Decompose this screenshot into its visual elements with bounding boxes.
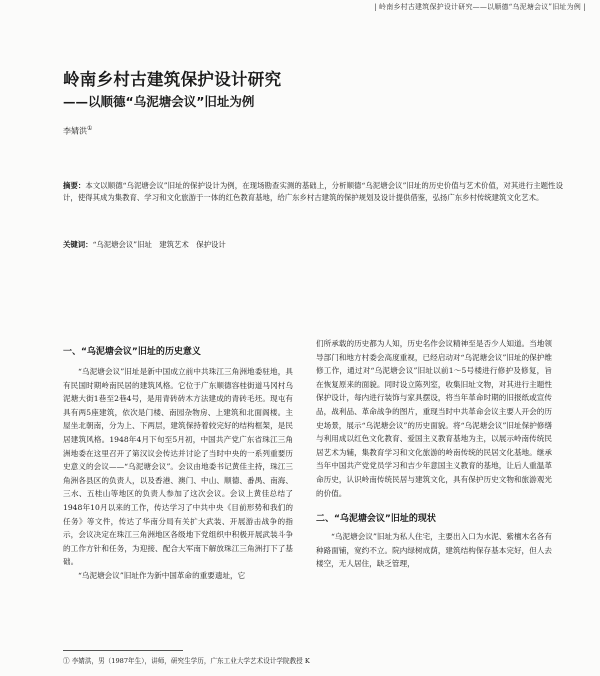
section-1-heading: 一、“乌泥塘会议”旧址的历史意义 [63,347,201,357]
paper-title: 岭南乡村古建筑保护设计研究 [63,70,282,89]
keywords-text: “乌泥塘会议”旧址 建筑艺术 保护设计 [92,240,226,249]
keywords [63,239,563,251]
paper-subtitle: ——以顺德“乌泥塘会议”旧址为例 [63,94,255,109]
right-column-continued-paragraph: 们所承载的历史都为人知，历史名作会议精神至是否少人知道。当地领导部门和地方村委会高度重视，已经启动对“乌泥塘会议”旧址的保护维修工作，通过对“乌泥塘会议”旧址以前1～5号楼进行修护及修复，旨在恢复原来的面貌。同时设立陈列室，收集旧址文物，对其进行主题性保护设计，每内进行装饰与家具摆设，将当年革命时期的旧报纸或宣传品，战利品、革命战争的图片，重现当时中共革命会议主要人开会的历史场景，展示“乌泥塘会议”的历史面貌。将“乌泥塘会议”旧址保护修缮与利用成以红色文化教育、爱国主义教育基地为主，以展示岭南传统民居艺术为辅，集教育学习和文化旅游的岭南传统的民居文化基地。继承当年中国共产党党员学习和吉少年意国主义教育的基地，让后人重温革命历史，认识岭南传统民居与建筑文化，具有保护历史文物和旅游观光的价值。 [316,339,552,498]
section-2-heading: 二、“乌泥塘会议”旧址的现状 [316,514,436,525]
keywords-label: 关键词： [63,240,93,249]
section-2-paragraph: “乌泥塘会议”旧址为私人住宅，主要出入口为水泥、紫檀木名各有种路面铺，宽约不立。院内绿树成荫，建筑结构保存基本完好，但人去楼空，无人居住，缺乏管理， [316,532,552,569]
author-footnote-mark: ① [87,125,93,132]
footnote-divider [63,650,183,651]
author-line [63,125,92,137]
section-1-paragraph-1: “乌泥塘会议”旧址是新中国成立前中共珠江三角洲地委驻地，具有民国时期岭南民居的建筑风格。它位于广东顺德容桂街道马冈村乌泥塘大街1巷至2巷4号，是用青砖砖木方法建成的青砖毛坯。现屯有具有两5座建筑，依次是门楼、南园杂物房、上建筑和北面阁楼。主屋坐北朝南，分为上、下两层，建筑保持着较完好的结构框架，是民居建筑风格。1948年4月下旬至5月初，中国共产党广东省珠江三角洲地委在这里召开了第汉议会传达并讨论了当时中央的一系列重要历史意义的会议——“乌泥塘会议”。会议由地委书记黄佳主持，珠江三角洲各县区的负责人，以及香港、澳门、中山、顺德、番禺、南海、三水、五桂山等地区的负责人参加了这次会议。会议上黄佳总结了1948年10月以来的工作，传达学习了中共中央《目前形势和我们的任务》等文件，传达了华南分局有关扩大武装、开展游击战争的指示，会议决定在珠江三角洲地区各级地下党组织中积极开展武装斗争的工作方针和任务，为迎接、配合大军南下解放珠江三角洲打下了基础。 [63,367,293,567]
abstract [63,180,563,205]
abstract-text: 本文以顺德“乌泥塘会议”旧址的保护设计为例，在现场勘查实测的基础上，分析顺德“乌泥塘会议”旧址的历史价值与艺术价值，对其进行主题性设计，使得其成为集教育、学习和文化旅游于一体的红色教育基地，给广东乡村古建筑的保护规划及设计提供借鉴，弘扬广东乡村传统建筑文化艺术。 [63,181,563,203]
abstract-label: 摘要： [63,181,86,190]
section-1-paragraph-2: “乌泥塘会议”旧址作为新中国革命的重要遗址，它 [78,570,246,580]
author-name: 李婧洪 [63,126,87,136]
running-header: | 岭南乡村古建筑保护设计研究——以顺德“乌泥塘会议”旧址为例 | [374,3,586,11]
right-column [316,337,552,571]
left-column [63,345,293,583]
footnote: ① 李婧洪，男（1987年生），讲师，研究生学历，广东工业大学艺术设计学院教授 K [63,657,310,665]
